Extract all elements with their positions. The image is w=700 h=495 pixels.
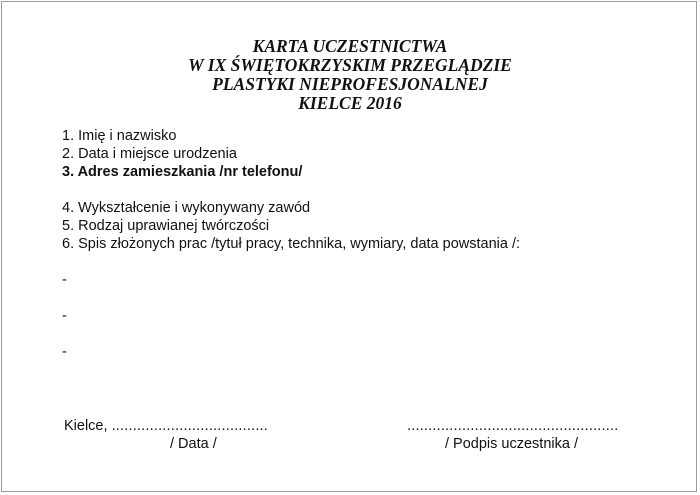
field-works-heading (62, 235, 622, 253)
field-address[interactable] (62, 163, 622, 181)
works-entry-1-cont[interactable] (62, 289, 622, 307)
card-title-line-1: KARTA UCZESTNICTWA (252, 36, 448, 56)
date-label: / Data / (170, 436, 217, 452)
field-address-label: 3. Adres zamieszkania /nr telefonu/ (62, 164, 303, 180)
works-entry-marker: - (62, 272, 67, 288)
works-entry-1[interactable] (62, 271, 622, 289)
field-address-cont[interactable] (62, 181, 622, 199)
card-title-line-2: W IX ŚWIĘTOKRZYSKIM PRZEGLĄDZIE (188, 55, 512, 75)
field-art-type[interactable] (62, 217, 622, 235)
signature-dots: .................................................. (407, 418, 619, 434)
signature-field[interactable] (407, 417, 618, 435)
works-entry-marker: - (62, 308, 67, 324)
field-education[interactable] (62, 199, 622, 217)
card-title-line-3: PLASTYKI NIEPROFESJONALNEJ (212, 74, 488, 94)
field-birth[interactable] (62, 145, 622, 163)
field-art-type-label: 5. Rodzaj uprawianej twórczości (62, 218, 270, 234)
works-entry-2[interactable] (62, 307, 622, 325)
field-works-label: 6. Spis złożonych prac /tytuł pracy, technika, wymiary, data powstania /: (62, 236, 521, 252)
works-entry-3-cont[interactable] (62, 361, 622, 379)
field-education-label: 4. Wykształcenie i wykonywany zawód (62, 200, 311, 216)
field-birth-label: 2. Data i miejsce urodzenia (62, 146, 237, 162)
date-dots: ..................................... (111, 418, 269, 434)
works-entry-3[interactable] (62, 343, 622, 361)
works-entry-marker: - (62, 344, 67, 360)
date-field[interactable] (64, 417, 268, 435)
card-title-line-4: KIELCE 2016 (298, 93, 402, 113)
field-name[interactable] (62, 127, 622, 145)
works-entry-2-cont[interactable] (62, 325, 622, 343)
signature-label: / Podpis uczestnika / (445, 436, 578, 452)
place-label: Kielce, (64, 418, 108, 434)
field-name-label: 1. Imię i nazwisko (62, 128, 177, 144)
